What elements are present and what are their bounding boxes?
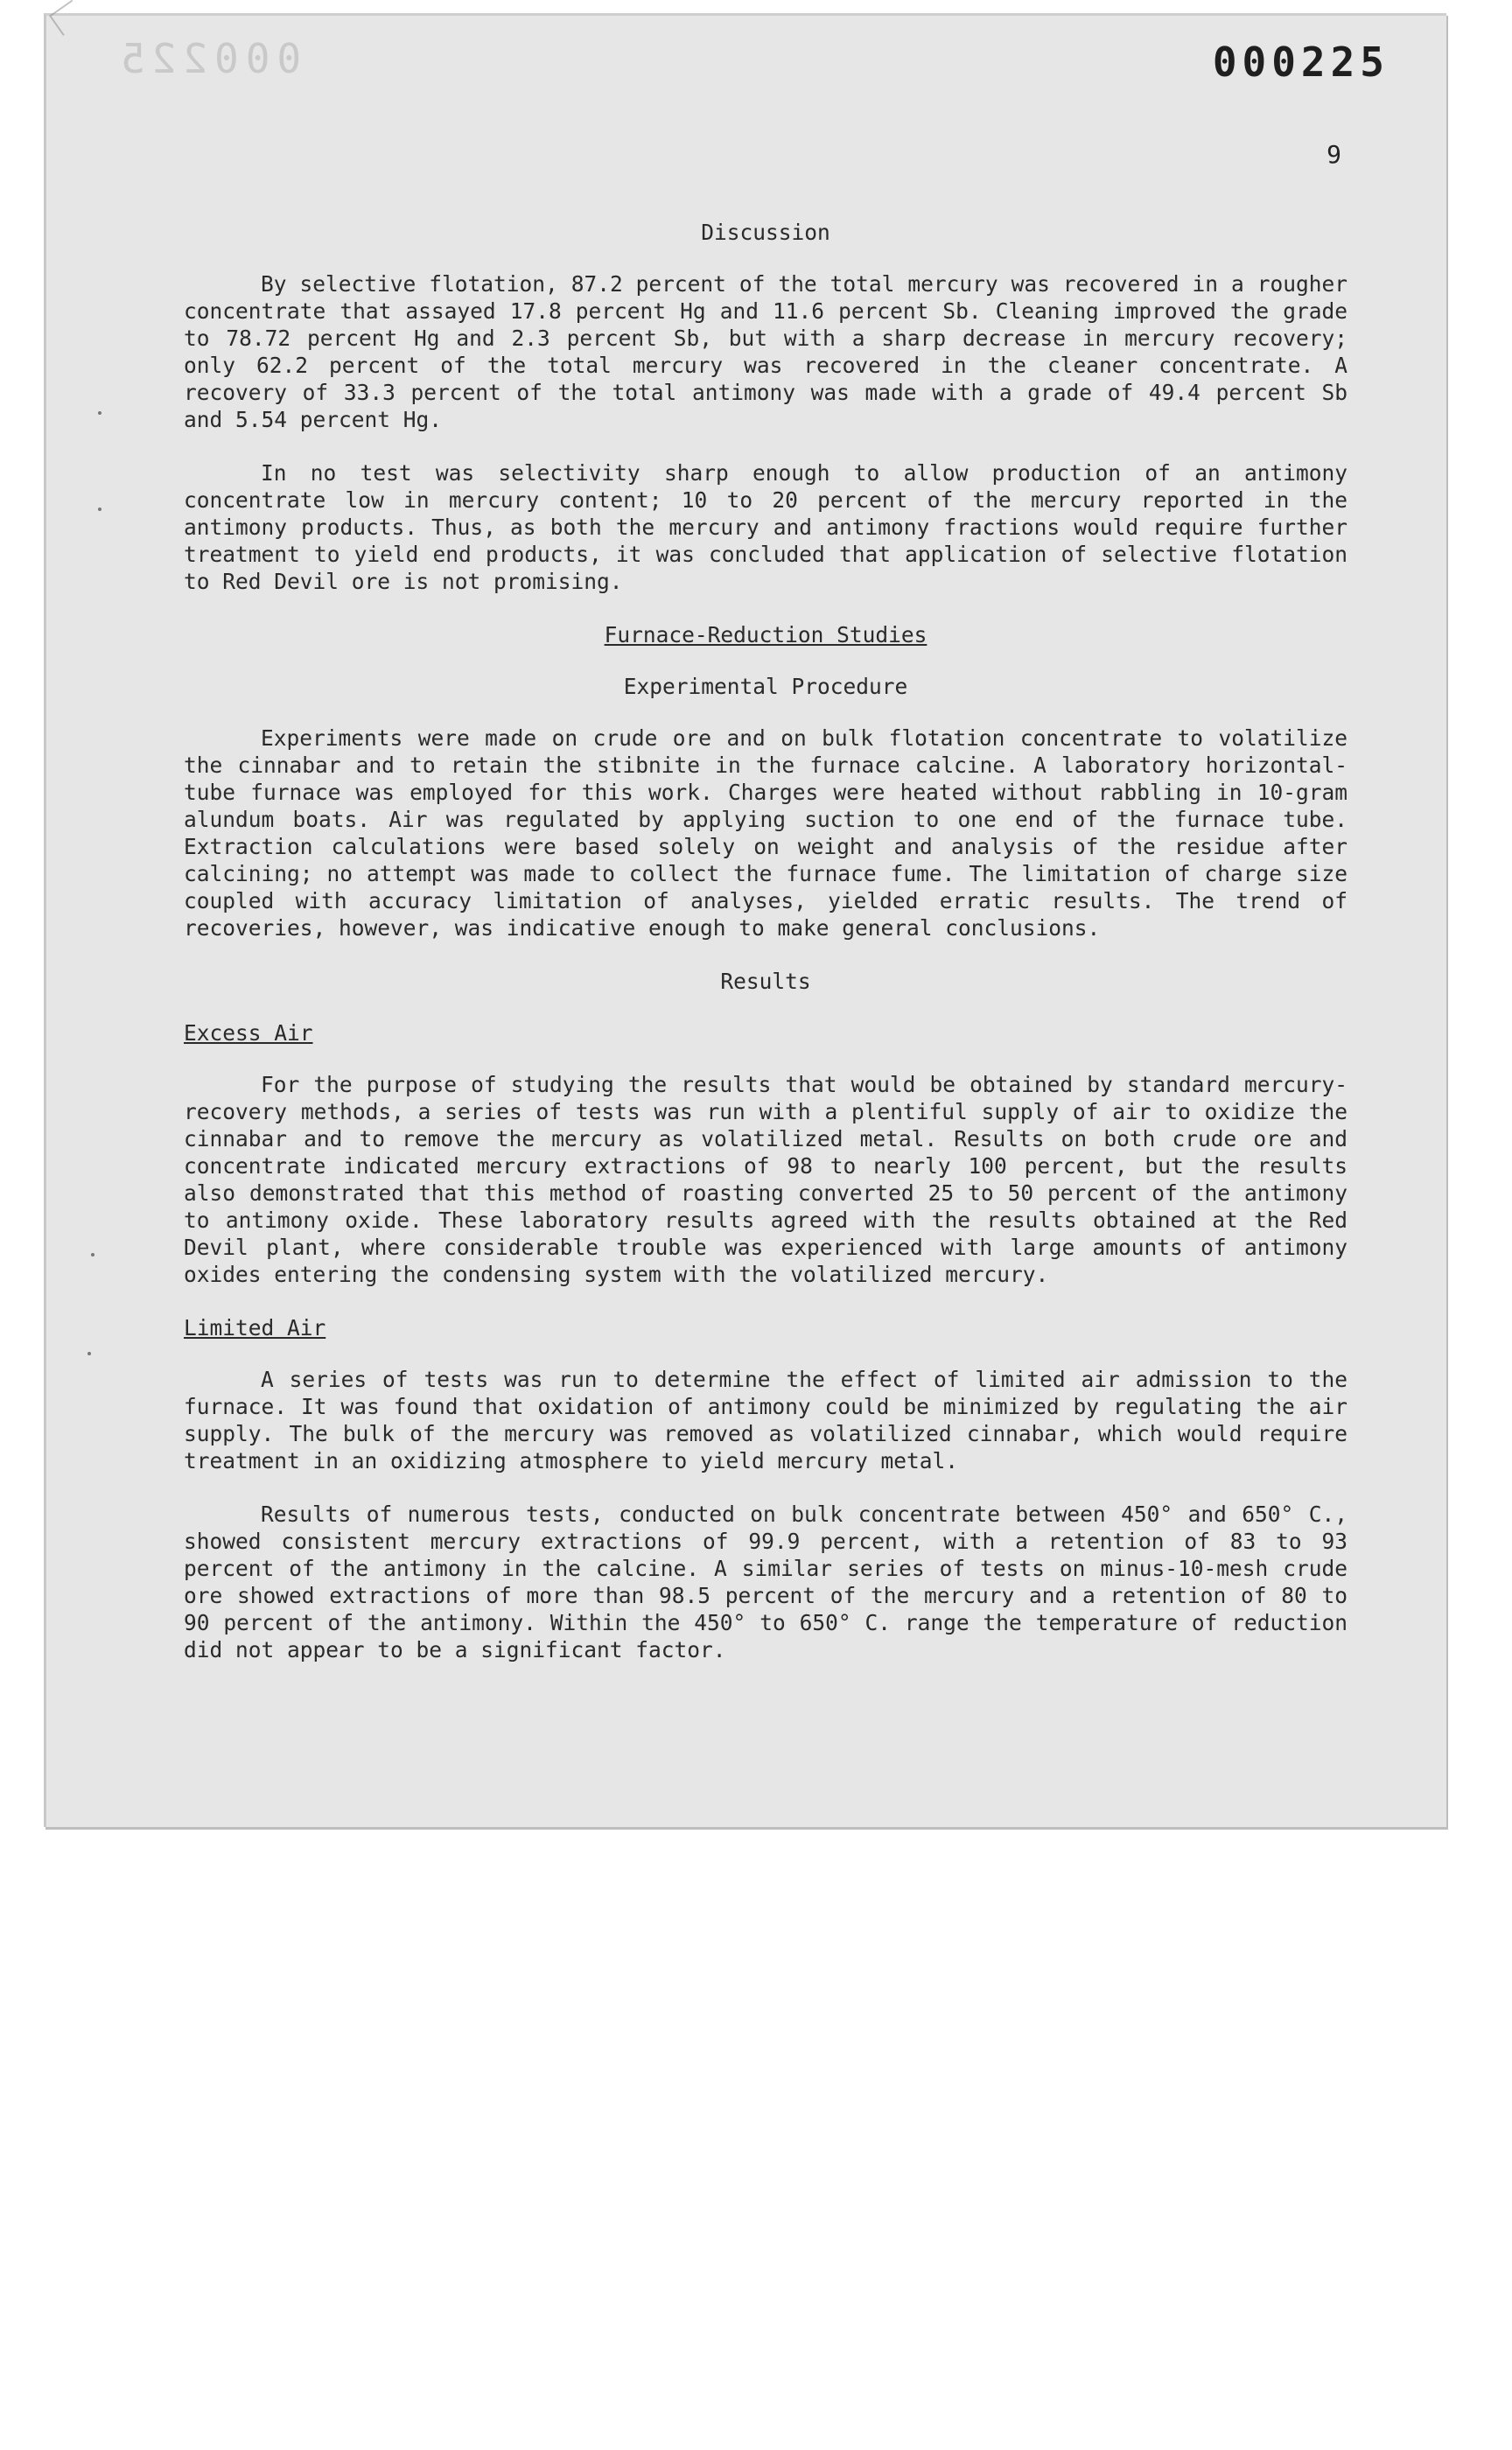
discussion-paragraph-2: In no test was selectivity sharp enough to allow production of an antimony concentrate low in mercury content; 10 to 20 percent of the mercury reported in the antimony products. Thus, as both the mercury and antimony fractions would require further treatment to yield end products, it was concluded that application of selective flotation to Red Devil ore is not promising. bbox=[184, 460, 1348, 594]
furnace-reduction-heading bbox=[184, 621, 1348, 648]
discussion-heading: Discussion bbox=[701, 220, 830, 245]
experimental-procedure-heading: Experimental Procedure bbox=[623, 674, 908, 699]
furnace-reduction-heading-text: Furnace-Reduction Studies bbox=[604, 622, 928, 648]
limited-air-paragraph-2: Results of numerous tests, conducted on bulk concentrate between 450° and 650° C., showed consistent mercury extractions of 99.9 percent, with a retention of 83 to 93 percent of the antimony in the calcine. A similar series of tests on minus-10-mesh crude ore showed extractions of more than 98.5 percent of the mercury and a retention of 80 to 90 percent of the antimony. Within the 450° to 650° C. range the temperature of reduction did not appear to be a significant factor. bbox=[184, 1502, 1348, 1662]
bleed-through-number: 000225 bbox=[114, 35, 302, 82]
discussion-paragraph-1: By selective flotation, 87.2 percent of the total mercury was recovered in a rougher concentrate that assayed 17.8 percent Hg and 11.6 percent Sb. Cleaning improved the grade to 78.72 percent Hg and 2.3 percent Sb, but with a sharp decrease in mercury recovery; only 62.2 percent of the total mercury was recovered in the cleaner concentrate. A recovery of 33.3 percent of the total antimony was made with a grade of 49.4 percent Sb and 5.54 percent Hg. bbox=[184, 271, 1348, 432]
scan-speck bbox=[91, 1253, 94, 1256]
limited-air-paragraph-1: A series of tests was run to determine the effect of limited air admission to the furnace. It was found that oxidation of antimony could be minimized by regulating the air supply. The bulk of the mercury was removed as volatilized cinnabar, which would require treatment in an oxidizing atmosphere to yield mercury metal. bbox=[184, 1367, 1348, 1474]
scan-speck bbox=[88, 1352, 91, 1355]
document-number: 000225 bbox=[1212, 38, 1390, 86]
experimental-procedure-paragraph: Experiments were made on crude ore and on bulk flotation concentrate to volatilize the cinnabar and to retain the stibnite in the furnace calcine. A laboratory horizontal-tube furnace was employed for this work. Charges were heated without rabbling in 10-gram alundum boats. Air was regulated by applying suction to one end of the furnace tube. Extraction calculations were based solely on weight and analysis of the residue after calcining; no attempt was made to collect the furnace fume. The limitation of charge size coupled with accuracy limitation of analyses, yielded erratic results. The trend of recoveries, however, was indicative enough to make general conclusions. bbox=[184, 725, 1348, 941]
limited-air-heading: Limited Air bbox=[184, 1315, 326, 1340]
scan-speck bbox=[98, 411, 102, 415]
page-number: 9 bbox=[1326, 140, 1341, 169]
results-heading: Results bbox=[720, 969, 811, 994]
page-body bbox=[184, 219, 1348, 1690]
scan-speck bbox=[98, 508, 102, 511]
excess-air-paragraph: For the purpose of studying the results that would be obtained by standard mercury-recovery methods, a series of tests was run with a plentiful supply of air to oxidize the cinnabar and to remove the mercury as volatilized metal. Results on both crude ore and concentrate indicated mercury extractions of 98 to nearly 100 percent, but the results also demonstrated that this method of roasting converted 25 to 50 percent of the antimony to antimony oxide. These laboratory results agreed with the results obtained at the Red Devil plant, where considerable trouble was experienced with large amounts of antimony oxides entering the condensing system with the volatilized mercury. bbox=[184, 1072, 1348, 1287]
excess-air-heading: Excess Air bbox=[184, 1020, 313, 1046]
